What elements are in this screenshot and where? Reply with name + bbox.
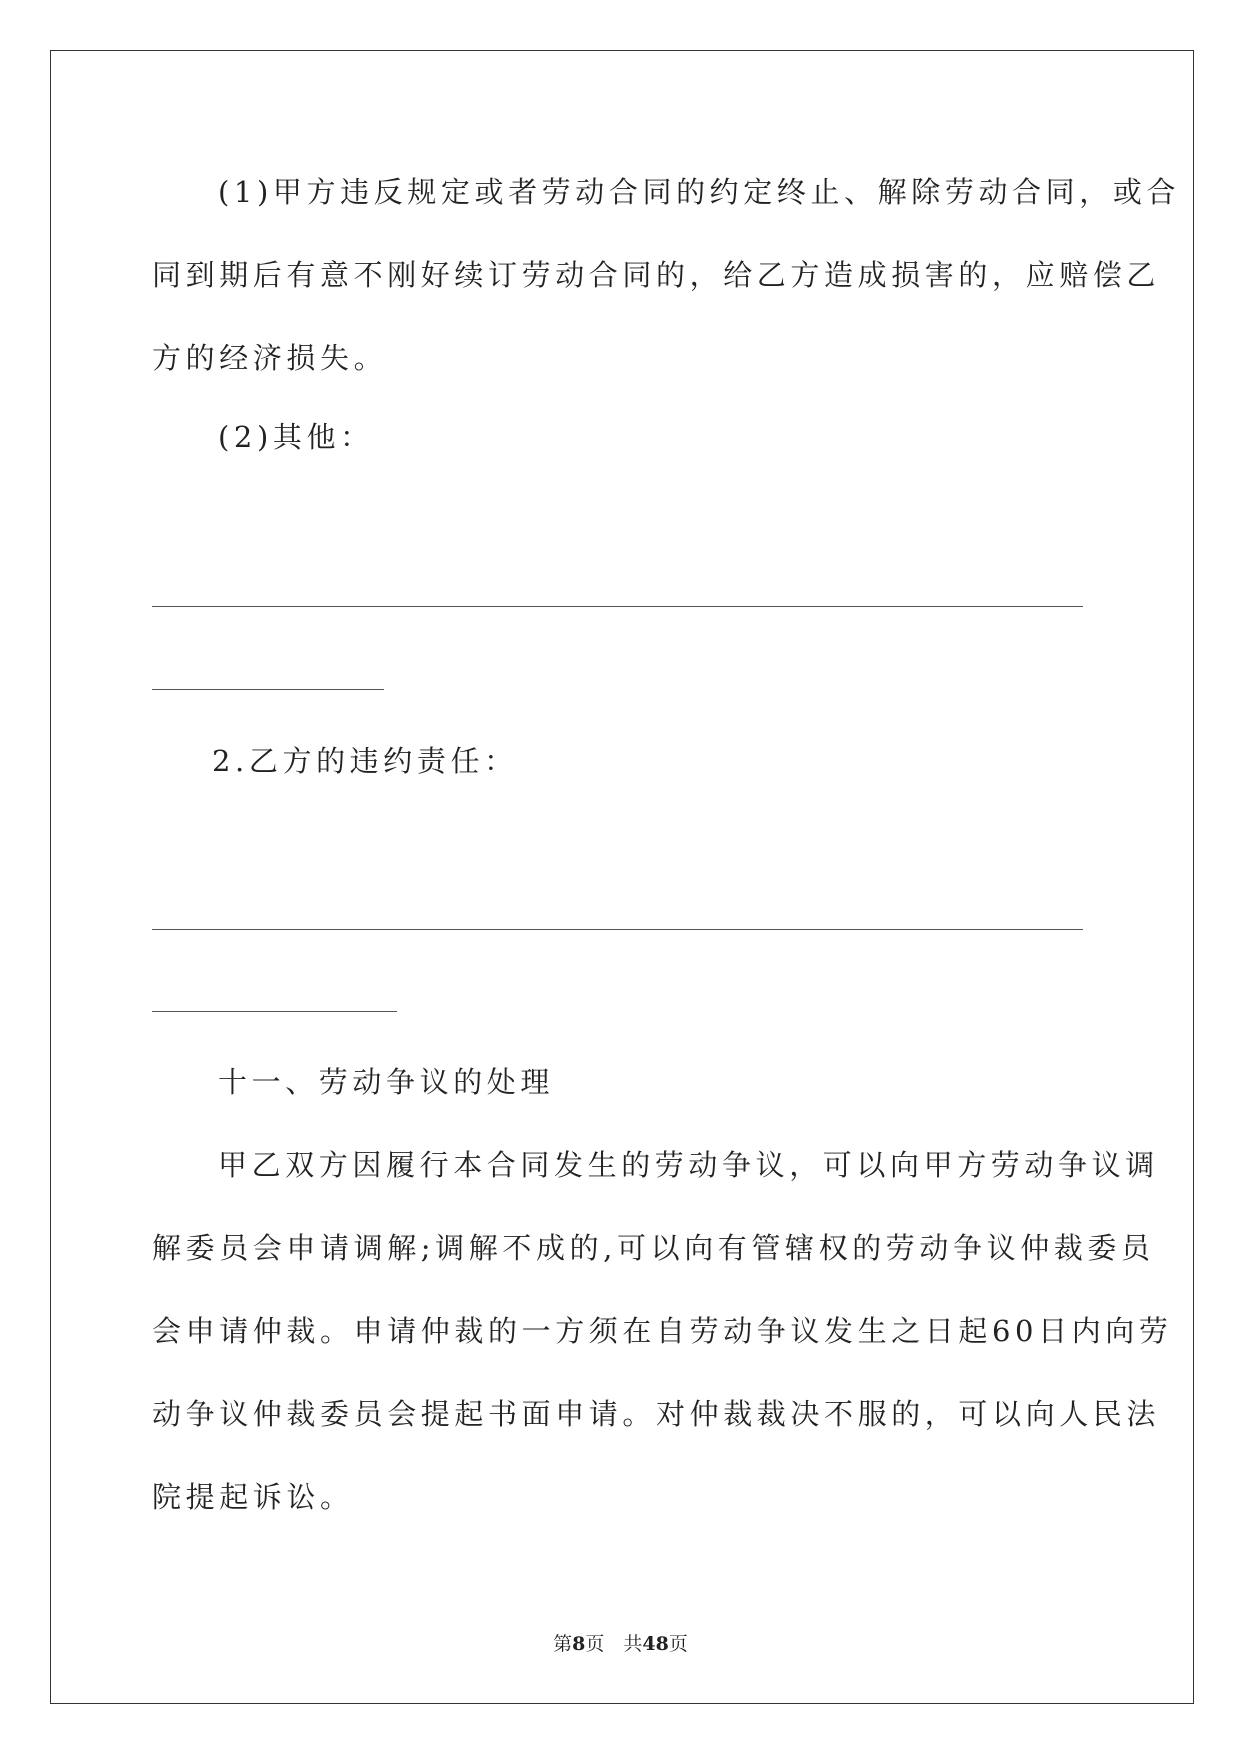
footer-total-pages: 48 bbox=[642, 1633, 669, 1655]
paragraph-line: 动争议仲裁委员会提起书面申请。对仲裁裁决不服的，可以向人民法 bbox=[152, 1397, 1161, 1431]
page-footer bbox=[0, 1632, 1241, 1656]
paragraph-line: 院提起诉讼。 bbox=[152, 1480, 354, 1514]
paragraph-line: 会申请仲裁。申请仲裁的一方须在自劳动争议发生之日起60日内向劳 bbox=[152, 1314, 1173, 1348]
blank-fill-line bbox=[152, 689, 384, 690]
paragraph-line: (2)其他： bbox=[218, 420, 374, 454]
paragraph-line: 同到期后有意不刚好续订劳动合同的，给乙方造成损害的，应赔偿乙 bbox=[152, 258, 1161, 292]
footer-page-mid: 页 共 bbox=[585, 1633, 643, 1655]
footer-page-prefix: 第 bbox=[553, 1633, 573, 1655]
footer-page-suffix: 页 bbox=[668, 1633, 688, 1655]
blank-fill-line bbox=[152, 606, 1083, 607]
blank-fill-line bbox=[152, 929, 1083, 930]
paragraph-line: 甲乙双方因履行本合同发生的劳动争议，可以向甲方劳动争议调 bbox=[218, 1148, 1159, 1182]
paragraph-line: (1)甲方违反规定或者劳动合同的约定终止、解除劳动合同，或合 bbox=[218, 175, 1181, 209]
footer-page-number: 8 bbox=[572, 1633, 586, 1655]
paragraph-line: 2.乙方的违约责任： bbox=[212, 744, 518, 778]
paragraph-line: 方的经济损失。 bbox=[152, 341, 388, 375]
page-border bbox=[50, 50, 1194, 1704]
blank-fill-line bbox=[152, 1011, 397, 1012]
section-heading: 十一、劳动争议的处理 bbox=[218, 1065, 555, 1099]
paragraph-line: 解委员会申请调解;调解不成的,可以向有管辖权的劳动争议仲裁委员 bbox=[152, 1231, 1155, 1265]
